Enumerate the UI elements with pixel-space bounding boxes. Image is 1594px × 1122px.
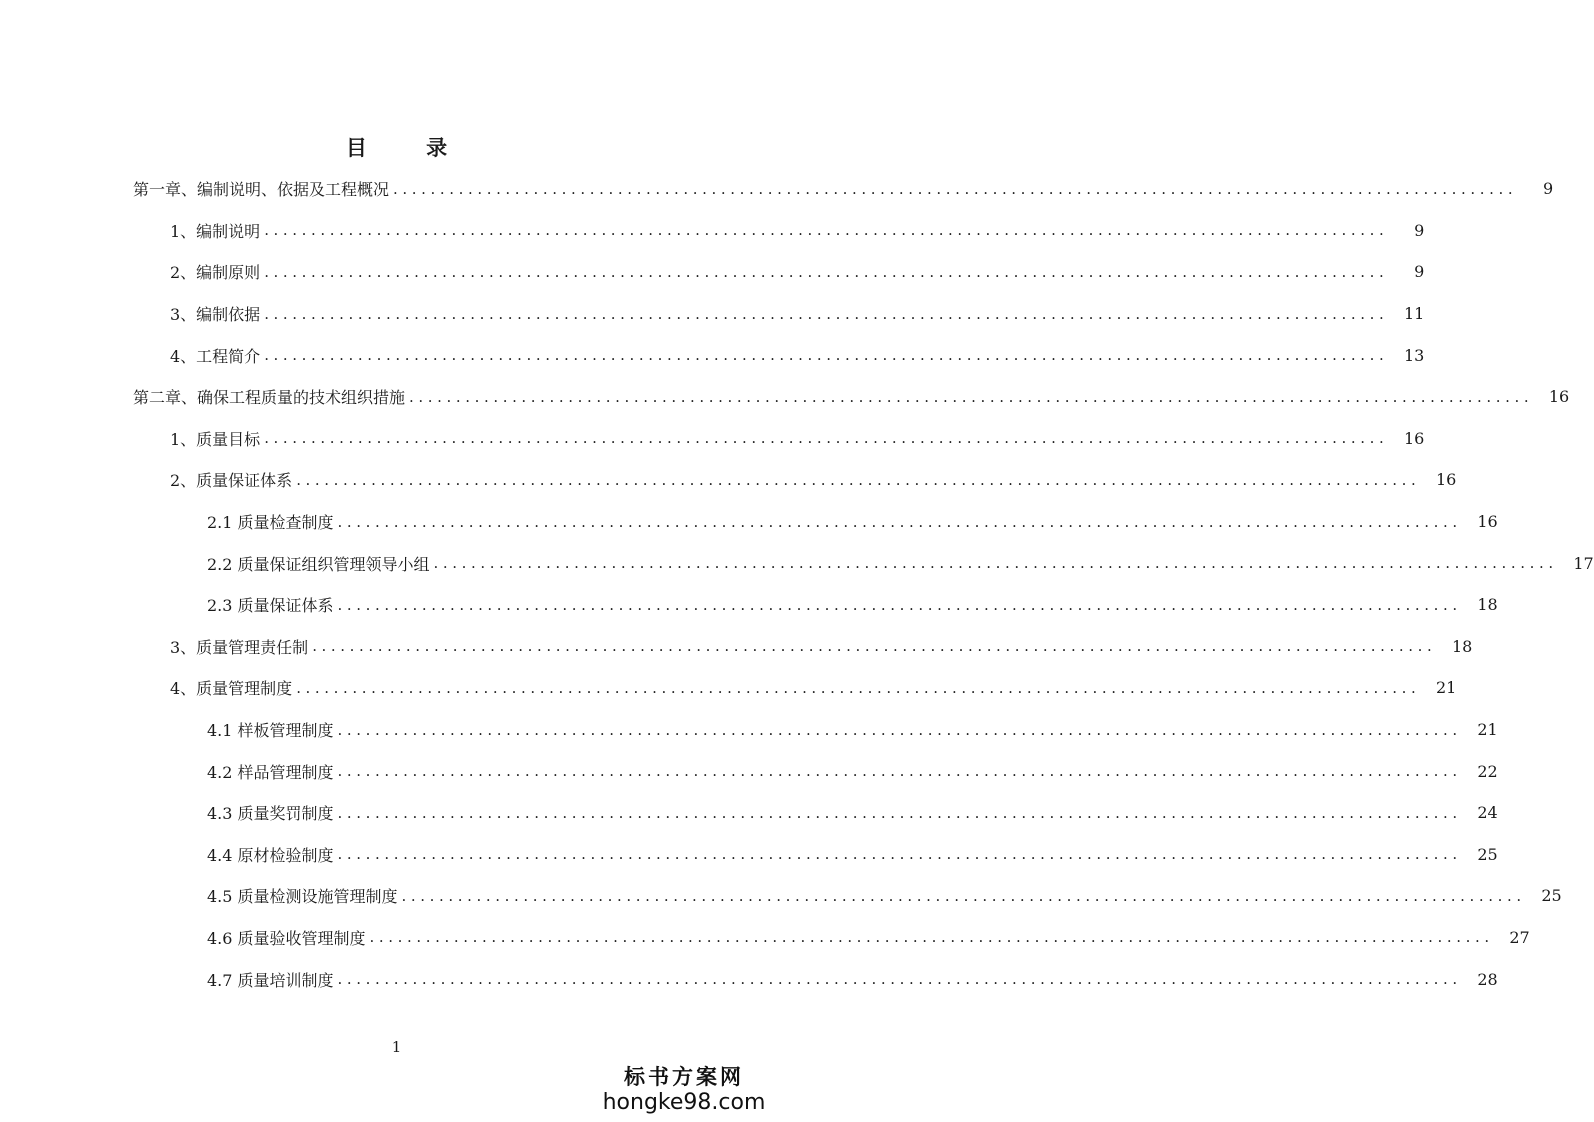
toc-entry-label: 4.2 样品管理制度 bbox=[207, 760, 338, 783]
toc-entry[interactable] bbox=[0, 750, 1498, 792]
toc-entry-label: 3、编制依据 bbox=[170, 302, 264, 325]
toc-entry[interactable] bbox=[0, 709, 1498, 751]
toc-entry-page-number: 16 bbox=[1477, 512, 1498, 532]
page-number: 1 bbox=[391, 1038, 402, 1056]
toc-entry-label: 2.2 质量保证组织管理领导小组 bbox=[207, 552, 434, 575]
toc-entry-label: 1、质量目标 bbox=[170, 427, 264, 450]
toc-entry-label: 2.3 质量保证体系 bbox=[207, 593, 338, 616]
toc-entry-page-number: 13 bbox=[1404, 345, 1425, 365]
toc-entry-page-number: 16 bbox=[1436, 470, 1457, 490]
toc-entry-label: 4.5 质量检测设施管理制度 bbox=[207, 884, 402, 907]
toc-entry-label: 2、编制原则 bbox=[170, 260, 264, 283]
toc-entry-page-number: 18 bbox=[1477, 595, 1498, 615]
toc-entry[interactable] bbox=[0, 251, 1425, 293]
toc-entry[interactable] bbox=[0, 418, 1425, 460]
toc-dot-leader: ........................................................................................................................ bbox=[337, 803, 1462, 822]
toc-dot-leader: ........................................................................................................................ bbox=[433, 554, 1558, 573]
toc-dot-leader: ........................................................................................................................ bbox=[337, 845, 1462, 864]
toc-entry-page-number: 9 bbox=[1414, 220, 1425, 240]
toc-entry-label: 4.1 样板管理制度 bbox=[207, 718, 338, 741]
toc-entry-page-number: 21 bbox=[1477, 720, 1498, 740]
toc-dot-leader: ........................................................................................................................ bbox=[312, 637, 1437, 656]
toc-entry-label: 2.1 质量检查制度 bbox=[207, 510, 338, 533]
toc-dot-leader: ........................................................................................................................ bbox=[369, 928, 1494, 947]
toc-entry-page-number: 17 bbox=[1573, 553, 1594, 573]
toc-entry-page-number: 27 bbox=[1509, 927, 1530, 947]
toc-dot-leader: ........................................................................................................................ bbox=[337, 512, 1462, 531]
toc-dot-leader: ........................................................................................................................ bbox=[264, 262, 1389, 281]
toc-entry[interactable] bbox=[0, 917, 1530, 959]
toc-entry-label: 4、工程简介 bbox=[170, 344, 264, 367]
toc-entry[interactable] bbox=[0, 168, 1554, 210]
watermark-url: hongke98.com bbox=[602, 1090, 766, 1115]
watermark-logo bbox=[589, 1064, 779, 1116]
toc-dot-leader: ........................................................................................................................ bbox=[264, 304, 1389, 323]
toc-entry-page-number: 22 bbox=[1477, 761, 1498, 781]
toc-dot-leader: ........................................................................................................................ bbox=[296, 678, 1421, 697]
toc-entry[interactable] bbox=[0, 626, 1473, 668]
toc-entry-label: 2、质量保证体系 bbox=[170, 468, 296, 491]
toc-entry-label: 第一章、编制说明、依据及工程概况 bbox=[133, 177, 393, 200]
toc-entry-page-number: 21 bbox=[1436, 678, 1457, 698]
toc-entry-label: 第二章、确保工程质量的技术组织措施 bbox=[133, 385, 409, 408]
toc-dot-leader: ........................................................................................................................ bbox=[337, 762, 1462, 781]
toc-entry[interactable] bbox=[0, 542, 1594, 584]
toc-entry[interactable] bbox=[0, 459, 1457, 501]
toc-entry-page-number: 11 bbox=[1404, 304, 1425, 324]
toc-entry[interactable] bbox=[0, 667, 1457, 709]
toc-entry[interactable] bbox=[0, 584, 1498, 626]
toc-entry[interactable] bbox=[0, 334, 1425, 376]
toc-dot-leader: ........................................................................................................................ bbox=[337, 720, 1462, 739]
toc-entry-page-number: 18 bbox=[1452, 636, 1473, 656]
toc-entry[interactable] bbox=[0, 501, 1498, 543]
toc-entry-page-number: 16 bbox=[1404, 428, 1425, 448]
toc-entry-label: 4.3 质量奖罚制度 bbox=[207, 801, 338, 824]
toc-dot-leader: ........................................................................................................................ bbox=[393, 179, 1518, 198]
toc-entry-page-number: 9 bbox=[1414, 262, 1425, 282]
toc-entry-label: 4.7 质量培训制度 bbox=[207, 968, 338, 991]
toc-entry[interactable] bbox=[0, 834, 1498, 876]
toc-list bbox=[0, 168, 1594, 1000]
toc-title: 目 录 bbox=[345, 135, 474, 160]
toc-entry[interactable] bbox=[0, 210, 1425, 252]
toc-entry-label: 4.4 原材检验制度 bbox=[207, 843, 338, 866]
toc-entry-page-number: 9 bbox=[1543, 179, 1554, 199]
toc-entry-label: 4、质量管理制度 bbox=[170, 676, 296, 699]
toc-entry-page-number: 25 bbox=[1541, 886, 1562, 906]
toc-entry-page-number: 28 bbox=[1477, 969, 1498, 989]
toc-entry-label: 3、质量管理责任制 bbox=[170, 635, 312, 658]
toc-entry[interactable] bbox=[0, 792, 1498, 834]
watermark-text-cn: 标书方案网 bbox=[624, 1064, 744, 1089]
toc-entry[interactable] bbox=[0, 376, 1570, 418]
toc-dot-leader: ........................................................................................................................ bbox=[264, 346, 1389, 365]
toc-entry[interactable] bbox=[0, 293, 1425, 335]
toc-dot-leader: ........................................................................................................................ bbox=[401, 886, 1526, 905]
toc-entry[interactable] bbox=[0, 958, 1498, 1000]
toc-dot-leader: ........................................................................................................................ bbox=[409, 387, 1534, 406]
toc-dot-leader: ........................................................................................................................ bbox=[264, 221, 1389, 240]
toc-entry-page-number: 25 bbox=[1477, 844, 1498, 864]
toc-dot-leader: ........................................................................................................................ bbox=[337, 970, 1462, 989]
toc-dot-leader: ........................................................................................................................ bbox=[337, 595, 1462, 614]
toc-dot-leader: ........................................................................................................................ bbox=[264, 429, 1389, 448]
toc-entry-page-number: 24 bbox=[1477, 803, 1498, 823]
toc-entry-page-number: 16 bbox=[1548, 387, 1570, 407]
toc-dot-leader: ........................................................................................................................ bbox=[296, 470, 1421, 489]
toc-entry-label: 1、编制说明 bbox=[170, 219, 264, 242]
toc-entry[interactable] bbox=[0, 875, 1562, 917]
toc-entry-label: 4.6 质量验收管理制度 bbox=[207, 926, 370, 949]
